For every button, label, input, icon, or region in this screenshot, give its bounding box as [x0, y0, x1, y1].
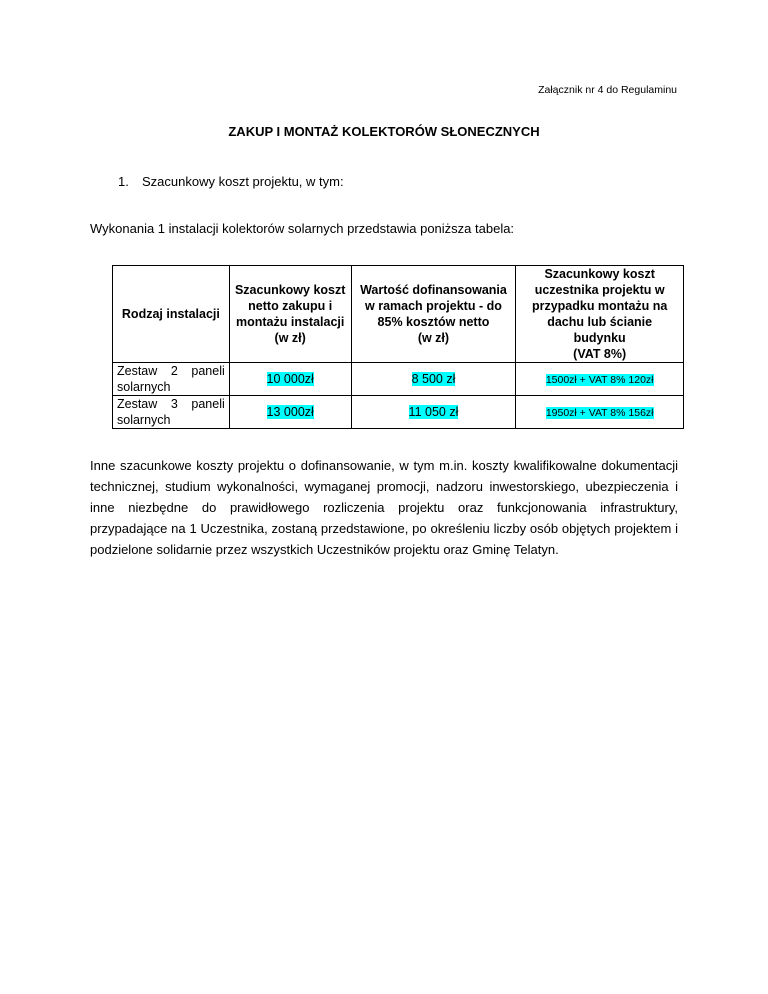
body-paragraph: Inne szacunkowe koszty projektu o dofinansowanie, w tym m.in. koszty kwalifikowalne dokumentacji technicznej, studium wykonalności, wymaganej promocji, nadzoru inwestorskiego, ubezpieczenia i inne niezbędne do prawidłowego rozliczenia projektu oraz funkcjonowania infrastruktury, przypadające na 1 Uczestnika, zostaną przedstawione, po określeniu liczby osób objętych projektem i podzielone solidarnie przez wszystkich Uczestników projektu oraz Gminę Telatyn. — [90, 458, 678, 557]
header-line: 85% kosztów netto — [377, 315, 490, 329]
header-participant-cost — [516, 266, 684, 363]
header-line: (w zł) — [417, 331, 450, 345]
cell-net-cost — [229, 396, 351, 429]
header-line: Wartość dofinansowania — [360, 283, 507, 297]
header-net-cost — [229, 266, 351, 363]
cell-subsidy — [351, 363, 516, 396]
cell-installation-type: Zestaw 2 paneli solarnych — [113, 363, 230, 396]
highlighted-value: 1950zł + VAT 8% 156zł — [545, 407, 654, 419]
cell-subsidy — [351, 396, 516, 429]
cell-installation-type: Zestaw 3 paneli solarnych — [113, 396, 230, 429]
header-line: Szacunkowy koszt — [544, 267, 655, 281]
table-row — [113, 396, 684, 429]
header-line: budynku — [573, 331, 626, 345]
document-title: ZAKUP I MONTAŻ KOLEKTORÓW SŁONECZNYCH — [228, 124, 540, 139]
highlighted-value: 1500zł + VAT 8% 120zł — [545, 374, 654, 386]
header-line: Szacunkowy koszt — [234, 283, 346, 297]
header-line: Rodzaj instalacji — [121, 307, 220, 321]
highlighted-value: 8 500 zł — [411, 372, 456, 386]
header-line: uczestnika projektu w — [534, 283, 665, 297]
table-header-row — [113, 266, 684, 363]
header-line: (w zł) — [274, 331, 306, 345]
list-item — [118, 174, 344, 189]
header-line: (VAT 8%) — [573, 347, 627, 361]
header-line: netto zakupu i — [248, 299, 333, 313]
table-row — [113, 363, 684, 396]
cell-net-cost — [229, 363, 351, 396]
header-line: dachu lub ścianie — [547, 315, 653, 329]
highlighted-value: 10 000zł — [266, 372, 314, 386]
header-line: przypadku montażu na — [531, 299, 668, 313]
annex-label: Załącznik nr 4 do Regulaminu — [538, 84, 677, 96]
highlighted-value: 11 050 zł — [408, 405, 459, 419]
header-installation-type — [113, 266, 230, 363]
cost-table — [112, 265, 684, 429]
header-subsidy — [351, 266, 516, 363]
highlighted-value: 13 000zł — [266, 405, 314, 419]
cell-participant-cost — [516, 396, 684, 429]
list-text: Szacunkowy koszt projektu, w tym: — [142, 174, 344, 189]
header-line: w ramach projektu - do — [365, 299, 502, 313]
cell-participant-cost — [516, 363, 684, 396]
header-line: montażu instalacji — [236, 315, 345, 329]
list-number: 1. — [118, 174, 129, 189]
intro-text: Wykonania 1 instalacji kolektorów solarnych przedstawia poniższa tabela: — [90, 221, 515, 236]
